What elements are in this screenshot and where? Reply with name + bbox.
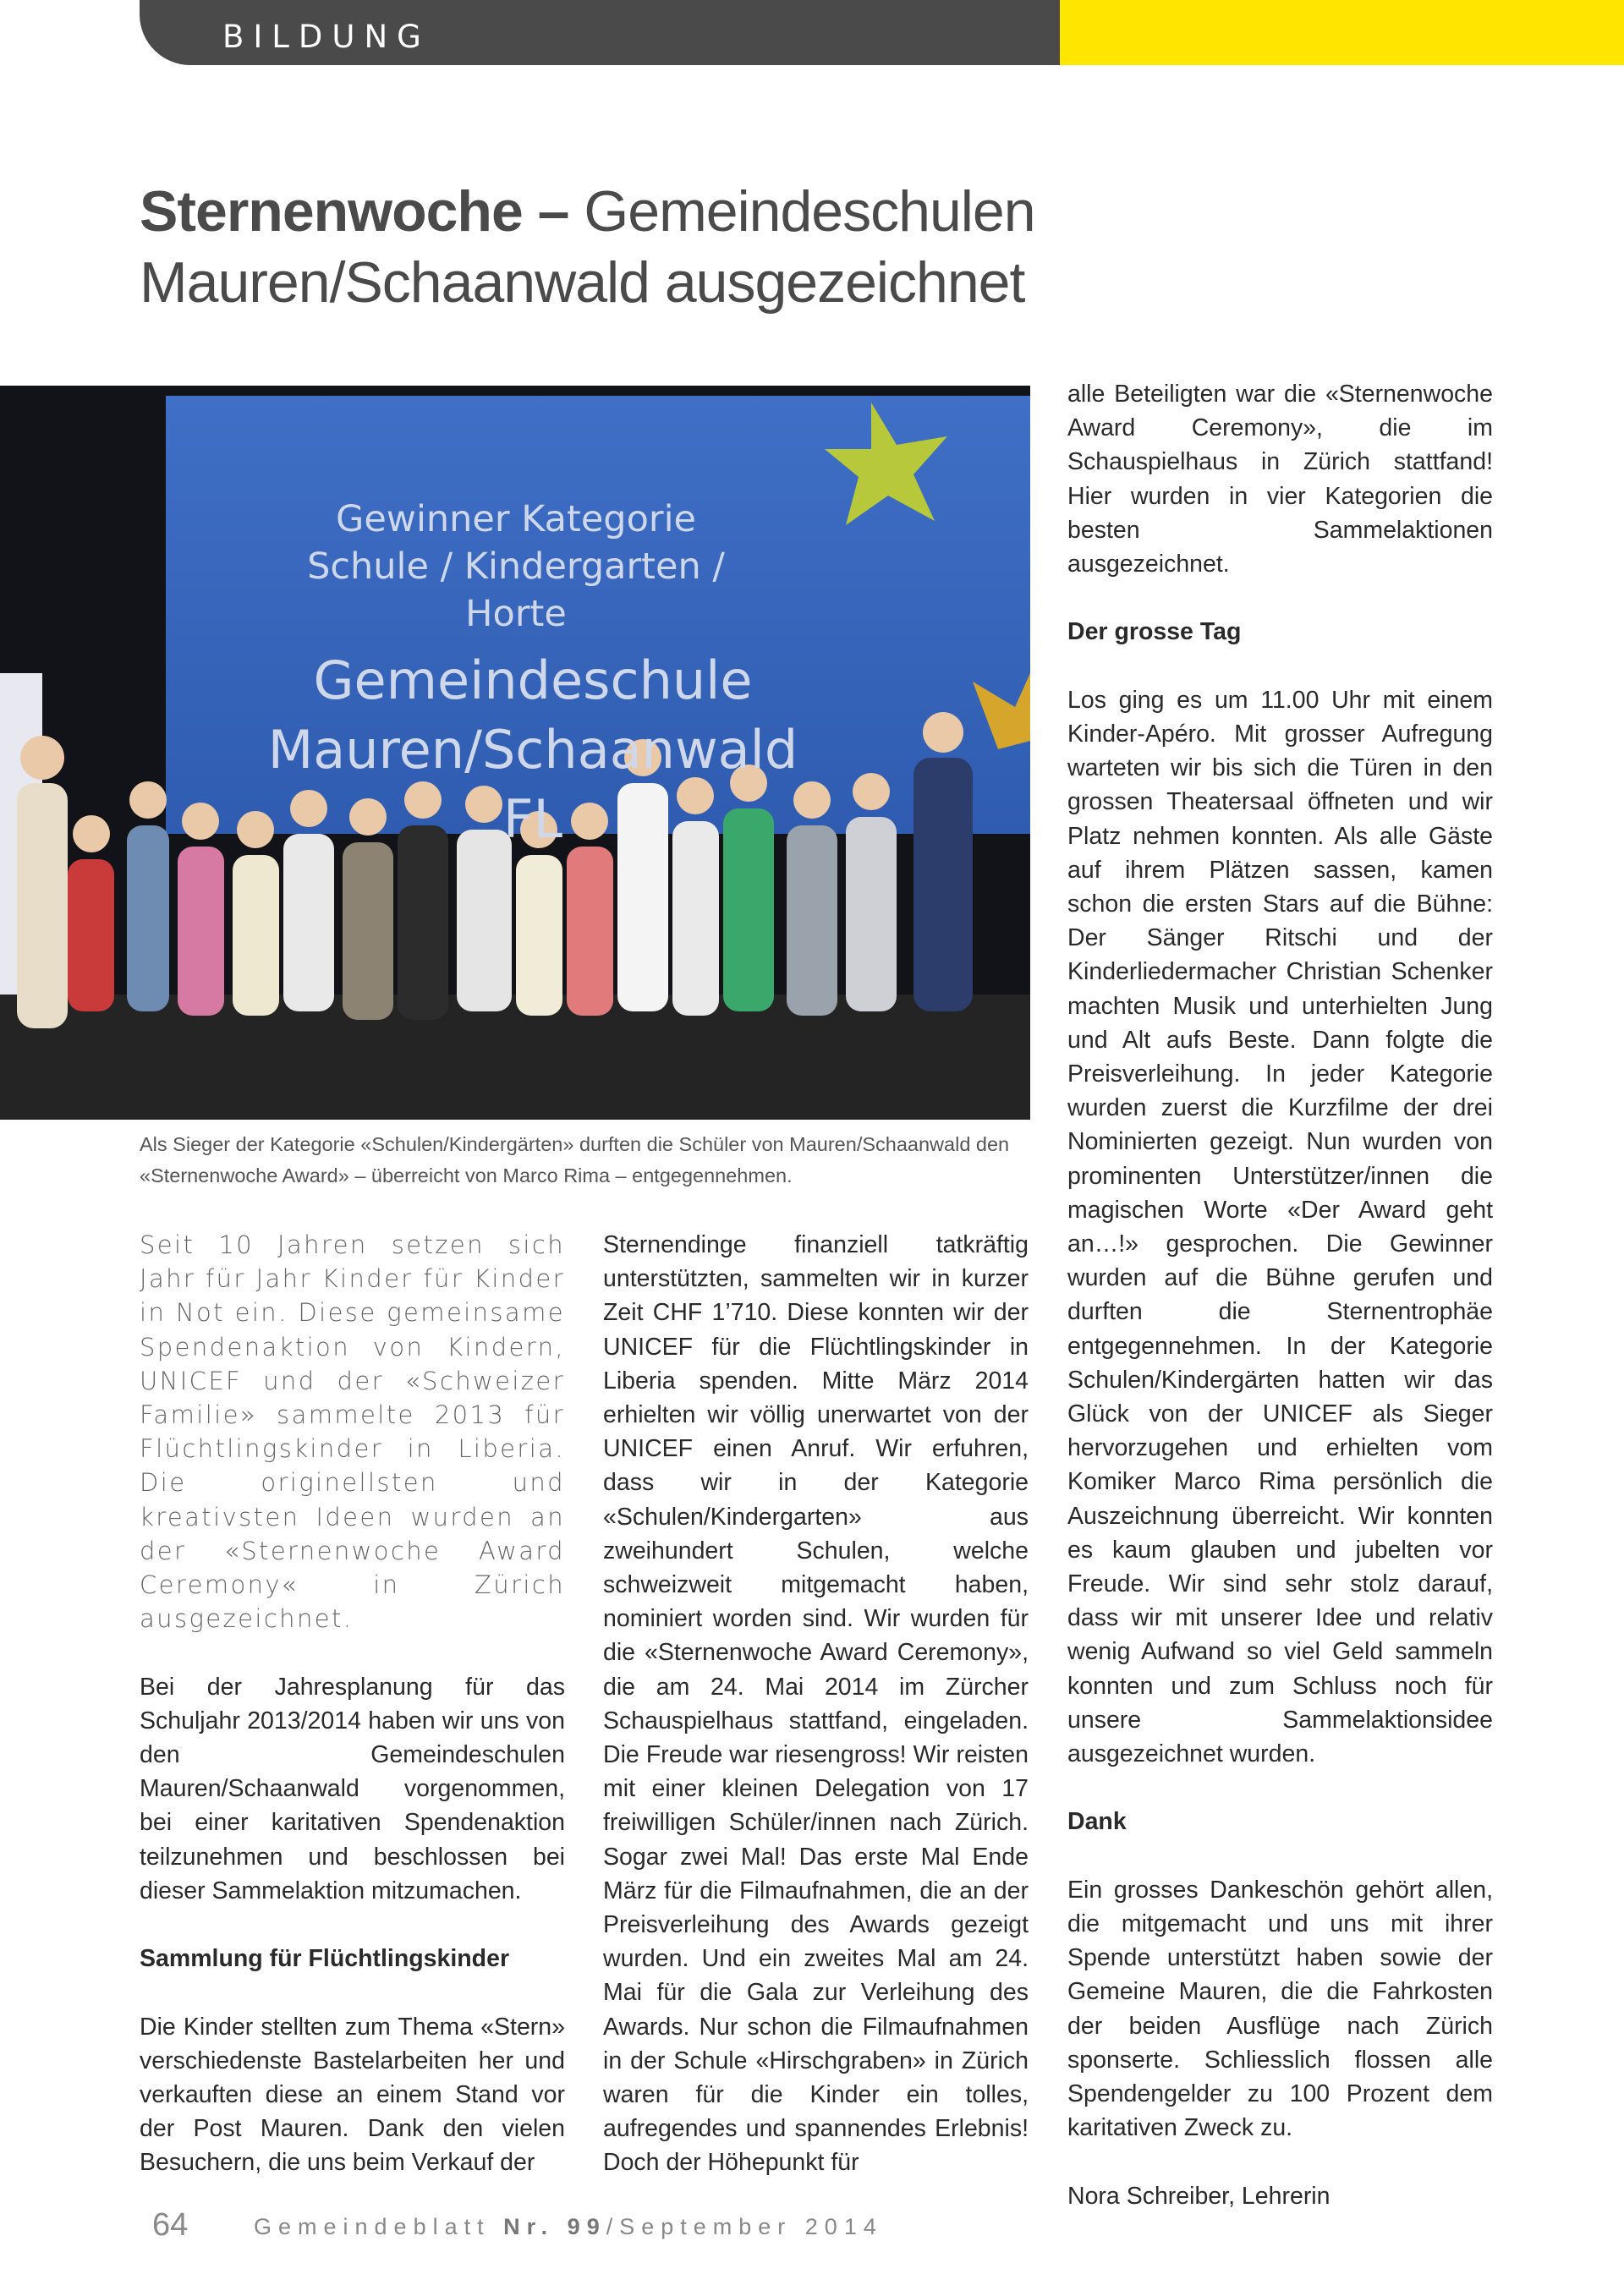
screen-heading — [279, 496, 753, 638]
photo-caption: Als Sieger der Kategorie «Schulen/Kindergärten» durften die Schüler von Mauren/Schaanwald den «Sternenwoche Award» – überreicht von Marco Rima – entgegennehmen. — [140, 1133, 1010, 1186]
article-photo — [0, 386, 1030, 1120]
screen-line-1: Gewinner Kategorie — [336, 498, 696, 540]
title-bold-part: Sternenwoche – — [140, 179, 569, 244]
paragraph: Ein grosses Dankeschön gehört allen, die mitgemacht und uns mit ihrer Spende unterstützt haben sowie der Gemeine Mauren, die die Fahrkosten der beiden Ausflüge nach Zürich sponserte. Schliesslich flossen alle Spendengelder zu 100 Prozent dem karitativen Zweck zu. — [1067, 1876, 1493, 2142]
article-title — [140, 176, 1408, 318]
publication-name: Gemeindeblatt — [254, 2214, 491, 2239]
column-2 — [603, 1228, 1029, 2180]
paragraph: Die Kinder stellten zum Thema «Stern» verschiedenste Bastelarbeiten her und verkauften diese an einem Stand vor der Post Mauren. Dank den vielen Besuchern, die uns beim Verkauf der — [140, 2013, 565, 2177]
signature: Nora Schreiber, Lehrerin — [1067, 2182, 1330, 2210]
issue-label: Nr. — [503, 2214, 555, 2239]
stage-floor — [0, 995, 1030, 1120]
column-3 — [1067, 377, 1493, 2213]
section-header-bar — [140, 0, 1060, 65]
paragraph: alle Beteiligten war die «Sternenwoche Award Ceremony», die im Schauspielhaus in Zürich stattfand! Hier wurden in vier Kategorien die besten Sammelaktionen ausgezeichnet. — [1067, 381, 1493, 578]
subheading: Der grosse Tag — [1067, 618, 1242, 646]
subheading: Sammlung für Flüchtlingskinder — [140, 1945, 510, 1973]
screen-line-4: Mauren/Schaanwald FL — [267, 719, 798, 850]
paragraph: Bei der Jahresplanung für das Schuljahr 2013/2014 haben wir uns von den Gemeindeschulen Mauren/Schaanwald vorgenommen, bei einer karitativen Spendenaktion teilzunehmen und beschlossen bei dieser Sammelaktion mitzumachen. — [140, 1673, 565, 1904]
issue-number: 99 — [567, 2214, 606, 2239]
issue-date: /September 2014 — [606, 2214, 883, 2239]
subheading: Dank — [1067, 1808, 1127, 1836]
header-accent-stripe — [1060, 0, 1624, 65]
paragraph: Los ging es um 11.00 Uhr mit einem Kinder-Apéro. Mit grosser Aufregung warteten wir bis sich die Türen in den grossen Theatersaal öffneten und wir Platz nehmen konnten. Als alle Gäste auf ihrem Plätzen sassen, kamen schon die ersten Stars auf die Bühne: Der Sänger Ritschi und der Kinderliedermacher Christian Schenker machten Musik und unterhielten Jung und Alt aufs Beste. Dann folgte die Preisverleihung. In jeder Kategorie wurden zuerst die Kurzfilme der drei Nominierten gezeigt. Nun wurden von prominenten Unterstützer/innen die magischen Worte «Der Award geht an…!» gesprochen. Die Gewinner wurden auf die Bühne gerufen und durften die Sternentrophäe entgegennehmen. In der Kategorie Schulen/Kindergärten hatten wir das Glück von der UNICEF als Sieger hervorzugehen und erhielten vom Komiker Marco Rima persönlich die Auszeichnung überreicht. Wir konnten es kaum glauben und jubelten vor Freude. Wir sind sehr stolz darauf, dass wir mit unserer Idee und relativ wenig Aufwand so viel Geld sammeln konnten und zum Schluss noch für unsere Sammelaktionsidee ausgezeichnet wurden. — [1067, 686, 1493, 1768]
column-1 — [140, 1228, 565, 2214]
screen-line-2: Schule / Kindergarten / Horte — [307, 545, 725, 635]
title-line2: Mauren/Schaanwald ausgezeichnet — [140, 250, 1025, 315]
title-rest-line1: Gemeindeschulen — [568, 179, 1035, 244]
screen-line-3: Gemeindeschule — [313, 649, 753, 711]
page-number: 64 — [152, 2207, 189, 2243]
paragraph: Sternendinge finanziell tatkräftig unterstützten, sammelten wir in kurzer Zeit CHF 1’710. Diese konnten wir der UNICEF für die Flüchtlingskinder in Liberia spenden. Mitte März 2014 erhielten wir völlig unerwartet von der UNICEF einen Anruf. Wir erfuhren, dass wir in der Kategorie «Schulen/Kindergarten» aus zweihundert Schulen, welche schweizweit mitgemacht haben, nominiert worden sind. Wir wurden für die «Sternenwoche Award Ceremony», die am 24. Mai 2014 im Zürcher Schauspielhaus stattfand, eingeladen. Die Freude war riesengross! Wir reisten mit einer kleinen Delegation von 17 freiwilligen Schüler/innen nach Zürich. Sogar zwei Mal! Das erste Mal Ende März für die Filmaufnahmen, die an der Preisverleihung des Awards gezeigt wurden. Und ein zweites Mal am 24. Mai für die Gala zur Verleihung des Awards. Nur schon die Filmaufnahmen in der Schule «Hirschgraben» in Zürich waren für die Kinder ein tolles, aufregendes und spannendes Erlebnis! Doch der Höhepunkt für — [603, 1231, 1029, 2177]
section-label: BILDUNG — [222, 19, 431, 55]
publication-line — [254, 2214, 883, 2240]
lead-paragraph: Seit 10 Jahren setzen sich Jahr für Jahr Kinder für Kinder in Not ein. Diese gemeinsame Spendenaktion von Kindern, UNICEF und der «Schweizer Familie» sammelte 2013 für Flüchtlingskinder in Liberia. Die originellsten und kreativsten Ideen wurden an der «Sternenwoche Award Ceremony« in Zürich ausgezeichnet. — [140, 1230, 565, 1634]
screen-winner — [245, 646, 820, 854]
